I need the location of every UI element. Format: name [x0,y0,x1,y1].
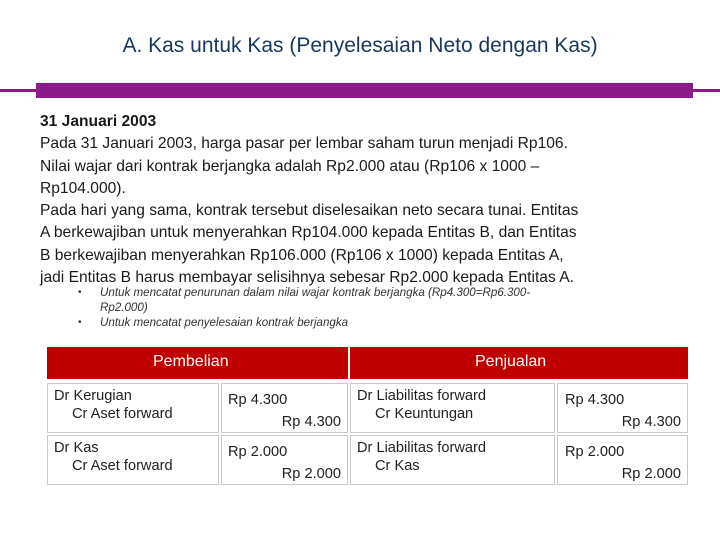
amount-cell [557,383,688,433]
body-line: B berkewajiban menyerahkan Rp106.000 (Rp106 x 1000) kepada Entitas A, [40,246,564,264]
pembelian-header [47,347,348,379]
credit-account: Cr Keuntungan [375,406,474,422]
note-item [78,285,638,300]
amount-cell [221,383,348,433]
debit-account: Dr Liabilitas forward [357,388,486,404]
amount-cell [221,435,348,485]
credit-amount: Rp 2.000 [621,466,681,482]
title-divider-bar [36,83,693,98]
amount-cell [557,435,688,485]
bullet-marker: • [78,317,82,328]
credit-amount: Rp 2.000 [281,466,341,482]
body-line: Rp104.000). [40,179,126,197]
body-line: Pada hari yang sama, kontrak tersebut diselesaikan neto secara tunai. Entitas [40,202,579,220]
note-item-continuation [78,300,638,315]
bullet-marker: • [78,287,82,298]
credit-account: Cr Kas [375,458,420,474]
note-text: Untuk mencatat penurunan dalam nilai wajar kontrak berjangka (Rp4.300=Rp6.300- [100,286,531,299]
title-divider-right [693,89,720,92]
penjualan-header-label: Penjualan [475,353,547,370]
debit-account: Dr Liabilitas forward [357,440,486,456]
credit-account: Cr Aset forward [72,458,173,474]
slide-title: A. Kas untuk Kas (Penyelesaian Neto dengan Kas) [122,34,598,57]
note-text: Untuk mencatat penyelesaian kontrak berjangka [100,316,349,329]
debit-amount: Rp 4.300 [565,392,625,408]
credit-amount: Rp 4.300 [621,414,681,430]
credit-account: Cr Aset forward [72,406,173,422]
body-text [40,111,690,289]
credit-amount: Rp 4.300 [281,414,341,430]
debit-account: Dr Kerugian [54,388,132,404]
journal-entry-cell [350,383,555,433]
journal-entry-cell [350,435,555,485]
debit-account: Dr Kas [54,440,99,456]
note-item [78,315,638,330]
body-line: jadi Entitas B harus membayar selisihnya sebesar Rp2.000 kepada Entitas A. [40,269,574,287]
pembelian-header-label: Pembelian [153,353,229,370]
note-list [78,285,638,330]
journal-entry-cell [47,383,219,433]
note-text: Rp2.000) [100,301,148,314]
penjualan-header [350,347,688,379]
body-line: Pada 31 Januari 2003, harga pasar per lembar saham turun menjadi Rp106. [40,135,568,153]
title-divider-left [0,89,36,92]
body-line: Nilai wajar dari kontrak berjangka adalah Rp2.000 atau (Rp106 x 1000 – [40,157,540,175]
body-line: A berkewajiban untuk menyerahkan Rp104.000 kepada Entitas B, dan Entitas [40,224,577,242]
debit-amount: Rp 2.000 [565,444,625,460]
debit-amount: Rp 4.300 [228,392,288,408]
debit-amount: Rp 2.000 [228,444,288,460]
journal-entry-cell [47,435,219,485]
date-heading: 31 Januari 2003 [40,113,157,130]
